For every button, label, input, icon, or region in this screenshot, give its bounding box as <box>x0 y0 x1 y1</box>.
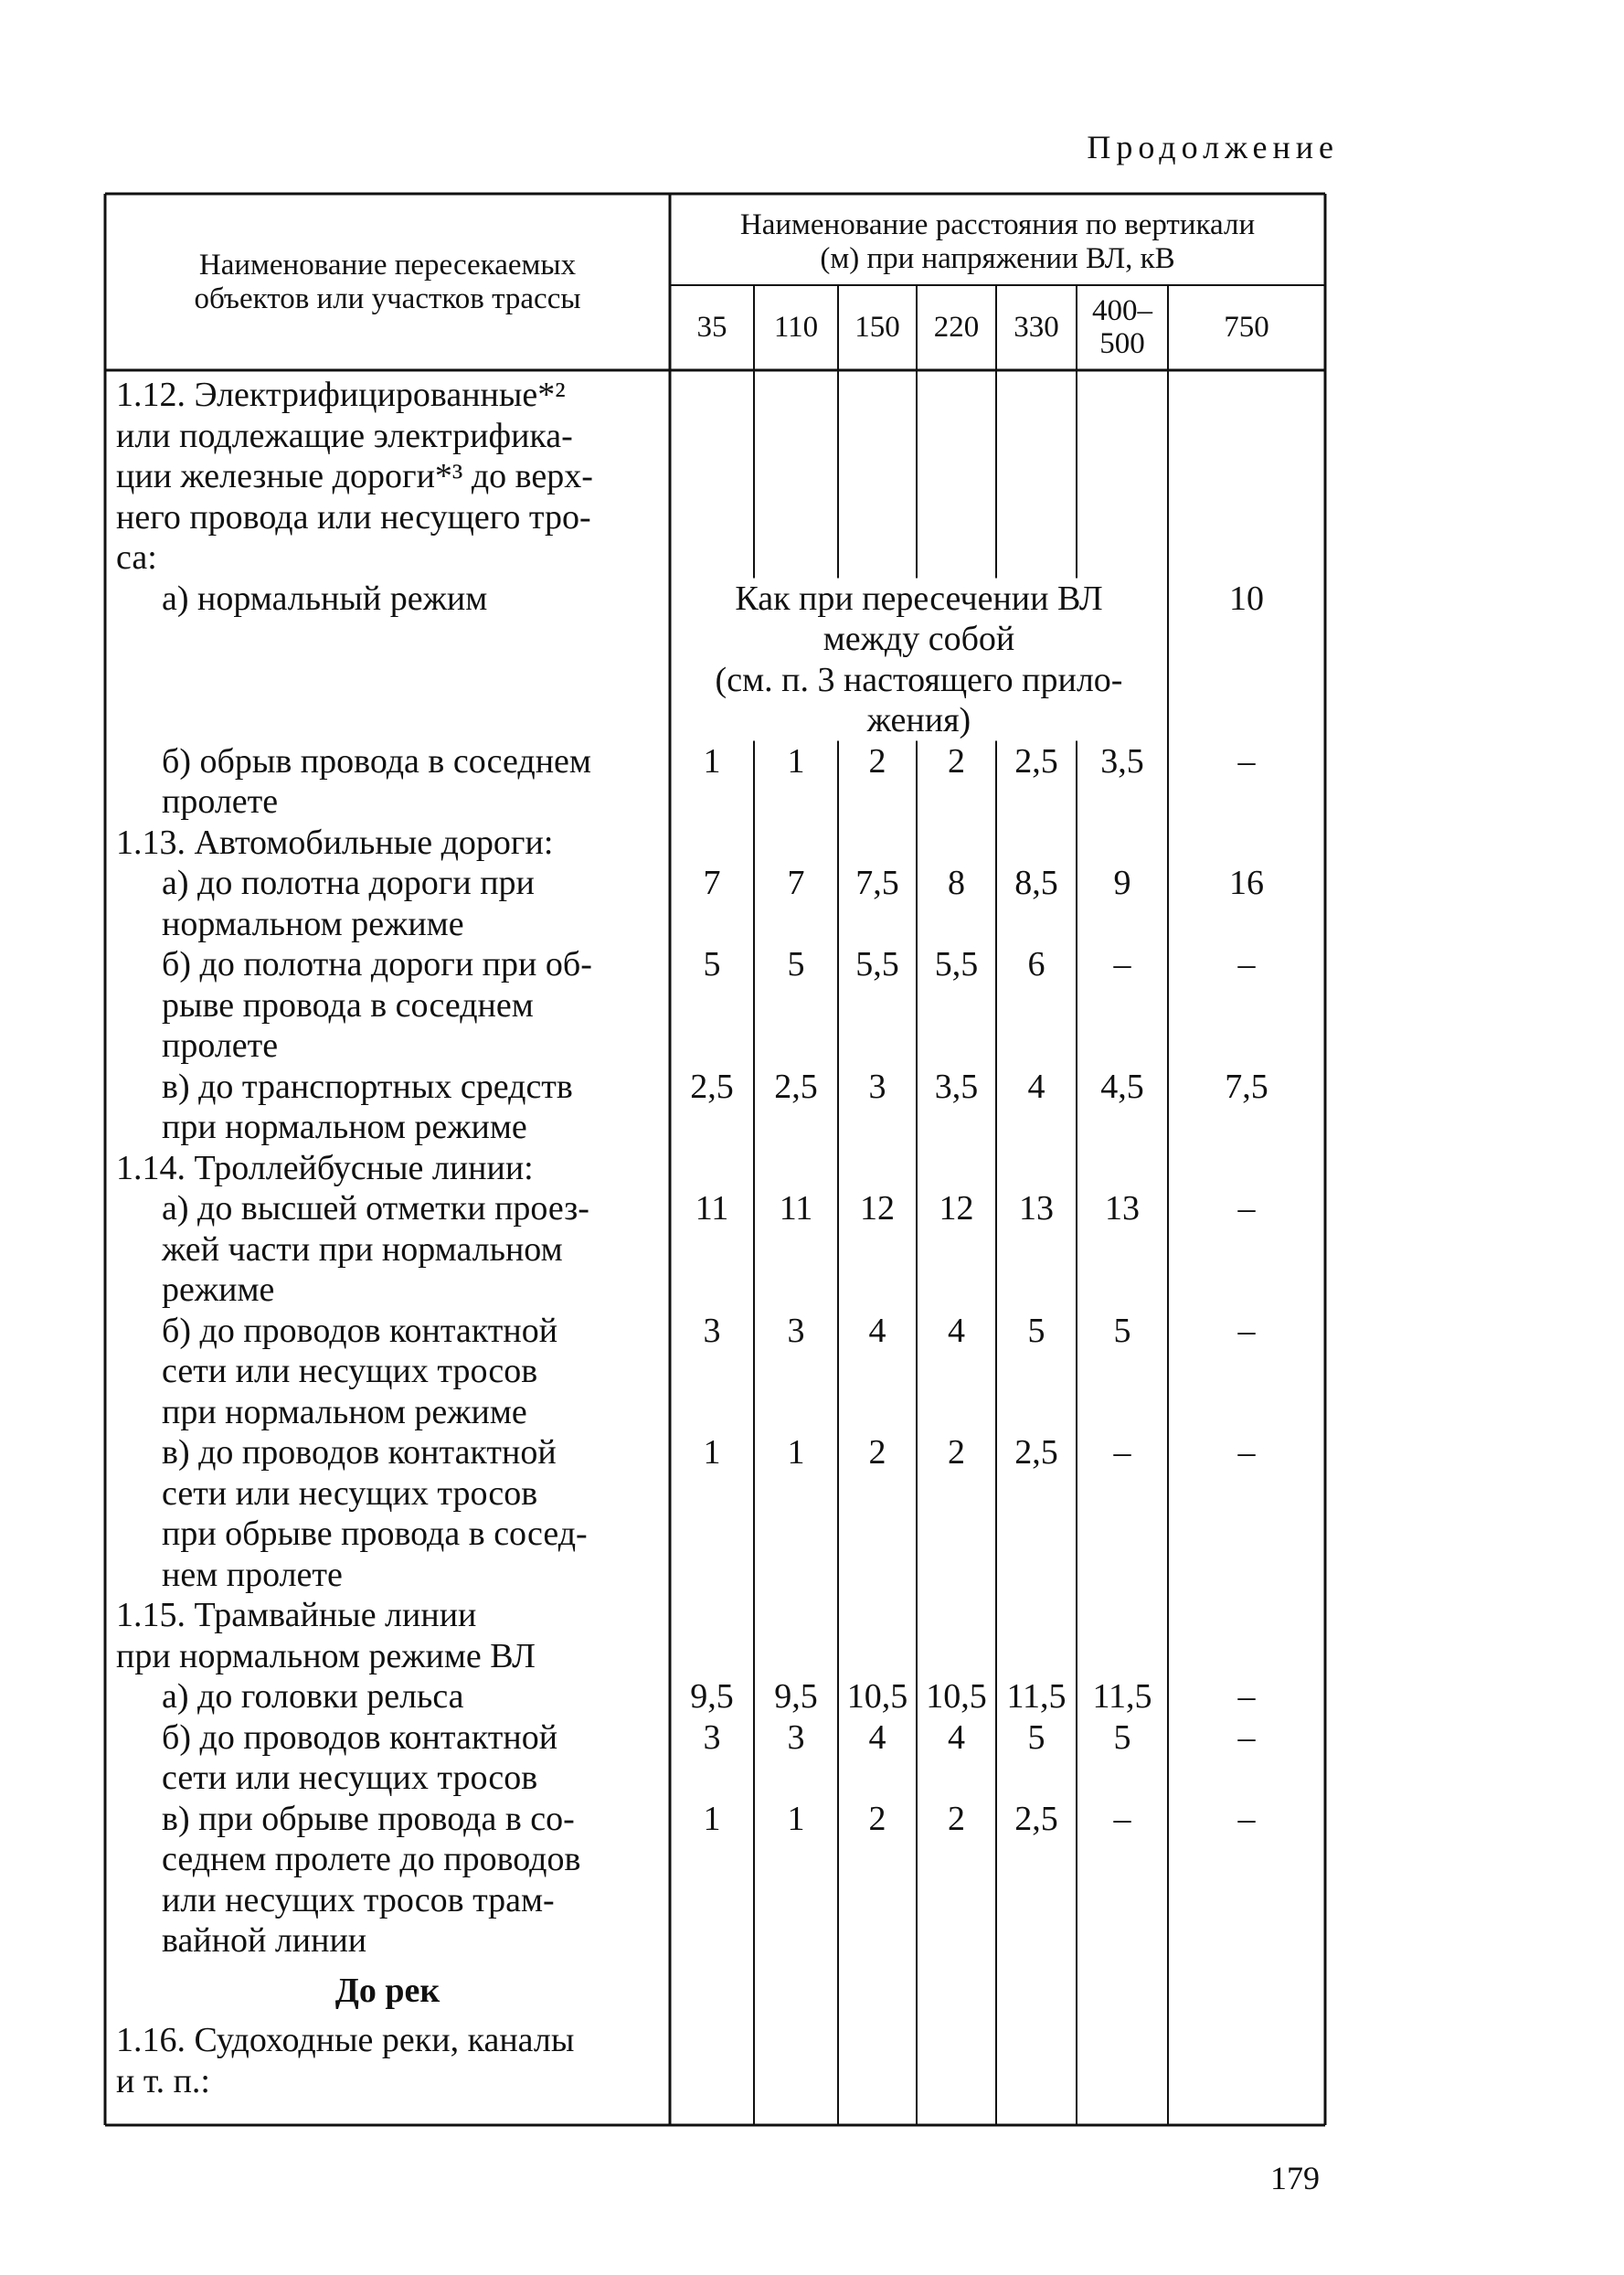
value-cell-5: 11,5 <box>1006 1677 1067 1716</box>
voltage-header-7: 750 <box>1224 311 1269 344</box>
value-cell-6: 3,5 <box>1100 741 1144 781</box>
value-cell-4: 4 <box>948 1311 965 1350</box>
row-label-line: сети или несущих тросов <box>162 1759 538 1797</box>
value-cell-5: 8,5 <box>1014 864 1058 902</box>
row-label-line: б) обрыв провода в соседнем <box>162 741 591 781</box>
value-cell-7: – <box>1237 1433 1256 1472</box>
row-label-line: 1.15. Трамвайные линии <box>116 1596 477 1634</box>
value-cell-1: 3 <box>703 1717 721 1757</box>
objects-header-line: Наименование пересекаемых <box>198 249 577 282</box>
value-cell-4: 12 <box>939 1189 974 1228</box>
value-cell-7: – <box>1237 945 1256 983</box>
value-cell-6: 13 <box>1105 1189 1140 1228</box>
value-cell-3: 4 <box>868 1717 886 1757</box>
value-cell-5: 2,5 <box>1014 1433 1058 1472</box>
row-label-line: а) нормальный режим <box>162 579 488 618</box>
value-cell-3: 2 <box>868 741 886 781</box>
value-cell-4: 8 <box>948 864 965 902</box>
row-label-line: пролете <box>162 1026 279 1065</box>
row-label-line: сети или несущих тросов <box>162 1352 538 1390</box>
row-label-line: ции железные дороги*³ до верх- <box>116 457 593 495</box>
value-cell-6: 9 <box>1113 864 1131 902</box>
value-cell-2: 3 <box>787 1311 805 1350</box>
voltage-header-4: 220 <box>933 311 980 344</box>
merged-note-line: между собой <box>823 620 1015 658</box>
value-cell-2: 1 <box>787 1799 805 1838</box>
value-cell-2: 2,5 <box>774 1067 818 1106</box>
value-cell-4: 4 <box>948 1717 965 1757</box>
row-label-line: при нормальном режиме <box>162 1108 527 1146</box>
value-cell-3: 7,5 <box>855 864 899 902</box>
voltage-header-3: 150 <box>854 311 900 344</box>
merged-note-line: Как при пересечении ВЛ <box>735 579 1103 618</box>
row-label-line: а) до головки рельса <box>162 1677 464 1716</box>
value-cell-6: – <box>1113 1433 1131 1472</box>
voltage-header-1: 35 <box>696 311 727 344</box>
value-cell-3: 3 <box>868 1067 886 1106</box>
row-label-line: при нормальном режиме ВЛ <box>116 1636 536 1675</box>
value-cell-2: 3 <box>787 1717 805 1757</box>
row-label-line: б) до полотна дороги при об- <box>162 945 592 983</box>
row-label-line: в) до проводов контактной <box>162 1433 557 1472</box>
value-cell-7: – <box>1237 1311 1256 1350</box>
voltage-header-6: 400– <box>1092 294 1152 327</box>
row-label-line: нормальном режиме <box>162 904 464 943</box>
value-cell-3: 12 <box>860 1189 895 1228</box>
value-cell-2: 5 <box>787 945 805 983</box>
value-cell-5: 2,5 <box>1014 741 1058 781</box>
row-label-line: вайной линии <box>162 1921 367 1960</box>
row-label-line: рыве провода в соседнем <box>162 985 534 1025</box>
value-cell-3: 2 <box>868 1433 886 1472</box>
value-cell-7: 16 <box>1229 864 1264 902</box>
row-label-line: 1.12. Электрифицированные*² <box>116 376 566 414</box>
section-heading: До рек <box>334 1971 440 2010</box>
row-label-line: режиме <box>162 1270 275 1309</box>
value-cell-3: 10,5 <box>846 1677 908 1716</box>
value-cell-6: – <box>1113 945 1131 983</box>
row-label-line: а) до высшей отметки проез- <box>162 1189 589 1228</box>
value-cell-4: 3,5 <box>934 1067 979 1106</box>
row-label-line: при нормальном режиме <box>162 1392 527 1431</box>
value-cell-1: 1 <box>703 1433 721 1472</box>
value-cell-7: 10 <box>1229 579 1264 618</box>
row-label-line: седнем пролете до проводов <box>162 1840 581 1878</box>
page-number: 179 <box>1270 2160 1320 2196</box>
merged-note-line: (см. п. 3 настоящего прило- <box>715 660 1123 699</box>
value-cell-5: 5 <box>1027 1311 1046 1350</box>
value-cell-3: 5,5 <box>855 945 899 983</box>
row-label-line: в) до транспортных средств <box>162 1067 573 1106</box>
row-label-line: 1.16. Судоходные реки, каналы <box>116 2021 575 2059</box>
value-cell-3: 2 <box>868 1799 886 1838</box>
row-label-line: или несущих тросов трам- <box>162 1880 555 1919</box>
row-label-line: а) до полотна дороги при <box>162 864 535 902</box>
row-label-line: б) до проводов контактной <box>162 1717 558 1757</box>
value-cell-4: 2 <box>948 1433 965 1472</box>
value-cell-4: 2 <box>948 1799 965 1838</box>
value-cell-1: 11 <box>695 1189 729 1228</box>
value-cell-6: – <box>1113 1799 1131 1838</box>
value-cell-4: 5,5 <box>934 945 979 983</box>
value-cell-7: – <box>1237 1189 1256 1228</box>
value-cell-2: 9,5 <box>774 1677 818 1716</box>
row-label-line: и т. п.: <box>116 2061 210 2100</box>
value-cell-6: 11,5 <box>1092 1677 1152 1716</box>
voltage-header-5: 330 <box>1014 311 1059 344</box>
value-cell-5: 2,5 <box>1014 1799 1058 1838</box>
value-cell-5: 4 <box>1027 1067 1046 1106</box>
value-cell-1: 7 <box>703 864 721 902</box>
value-cell-7: – <box>1237 1799 1256 1838</box>
value-cell-1: 9,5 <box>690 1677 734 1716</box>
row-label-line: 1.13. Автомобильные дороги: <box>116 823 554 862</box>
value-cell-1: 1 <box>703 1799 721 1838</box>
row-label-line: са: <box>116 538 157 577</box>
value-cell-1: 1 <box>703 741 721 781</box>
value-cell-5: 6 <box>1027 945 1046 983</box>
row-label-line: нем пролете <box>162 1555 343 1594</box>
value-cell-5: 5 <box>1027 1717 1046 1757</box>
row-label-line: 1.14. Троллейбусные линии: <box>116 1148 534 1187</box>
value-cell-2: 1 <box>787 1433 805 1472</box>
continuation-label: Продолжение <box>1087 129 1339 165</box>
value-cell-1: 3 <box>703 1311 721 1350</box>
row-label-line: жей части при нормальном <box>162 1229 563 1269</box>
value-cell-2: 7 <box>787 864 805 902</box>
distance-header-line: Наименование расстояния по вертикали <box>739 208 1256 241</box>
row-label-line: него провода или несущего тро- <box>116 497 591 537</box>
row-label-line: в) при обрыве провода в со- <box>162 1799 575 1838</box>
value-cell-2: 11 <box>779 1189 813 1228</box>
value-cell-1: 5 <box>703 945 721 983</box>
value-cell-7: 7,5 <box>1225 1067 1268 1106</box>
voltage-header-2: 110 <box>773 311 819 344</box>
row-label-line: пролете <box>162 782 279 821</box>
value-cell-2: 1 <box>787 741 805 781</box>
value-cell-7: – <box>1237 1717 1256 1757</box>
distance-header-line: (м) при напряжении ВЛ, кВ <box>820 242 1175 275</box>
voltage-header-6: 500 <box>1099 327 1145 360</box>
value-cell-1: 2,5 <box>690 1067 734 1106</box>
value-cell-4: 10,5 <box>926 1677 987 1716</box>
value-cell-5: 13 <box>1019 1189 1054 1228</box>
merged-note-line: жения) <box>866 701 971 739</box>
row-label-line: при обрыве провода в сосед- <box>162 1515 588 1553</box>
value-cell-6: 4,5 <box>1100 1067 1144 1106</box>
row-label-line: или подлежащие электрифика- <box>116 416 573 455</box>
value-cell-7: – <box>1237 1677 1256 1716</box>
value-cell-6: 5 <box>1113 1311 1131 1350</box>
row-label-line: сети или несущих тросов <box>162 1473 538 1513</box>
value-cell-4: 2 <box>948 741 965 781</box>
objects-header-line: объектов или участков трассы <box>194 282 581 315</box>
value-cell-3: 4 <box>868 1311 886 1350</box>
row-label-line: б) до проводов контактной <box>162 1311 558 1350</box>
value-cell-6: 5 <box>1113 1717 1131 1757</box>
value-cell-7: – <box>1237 741 1256 781</box>
